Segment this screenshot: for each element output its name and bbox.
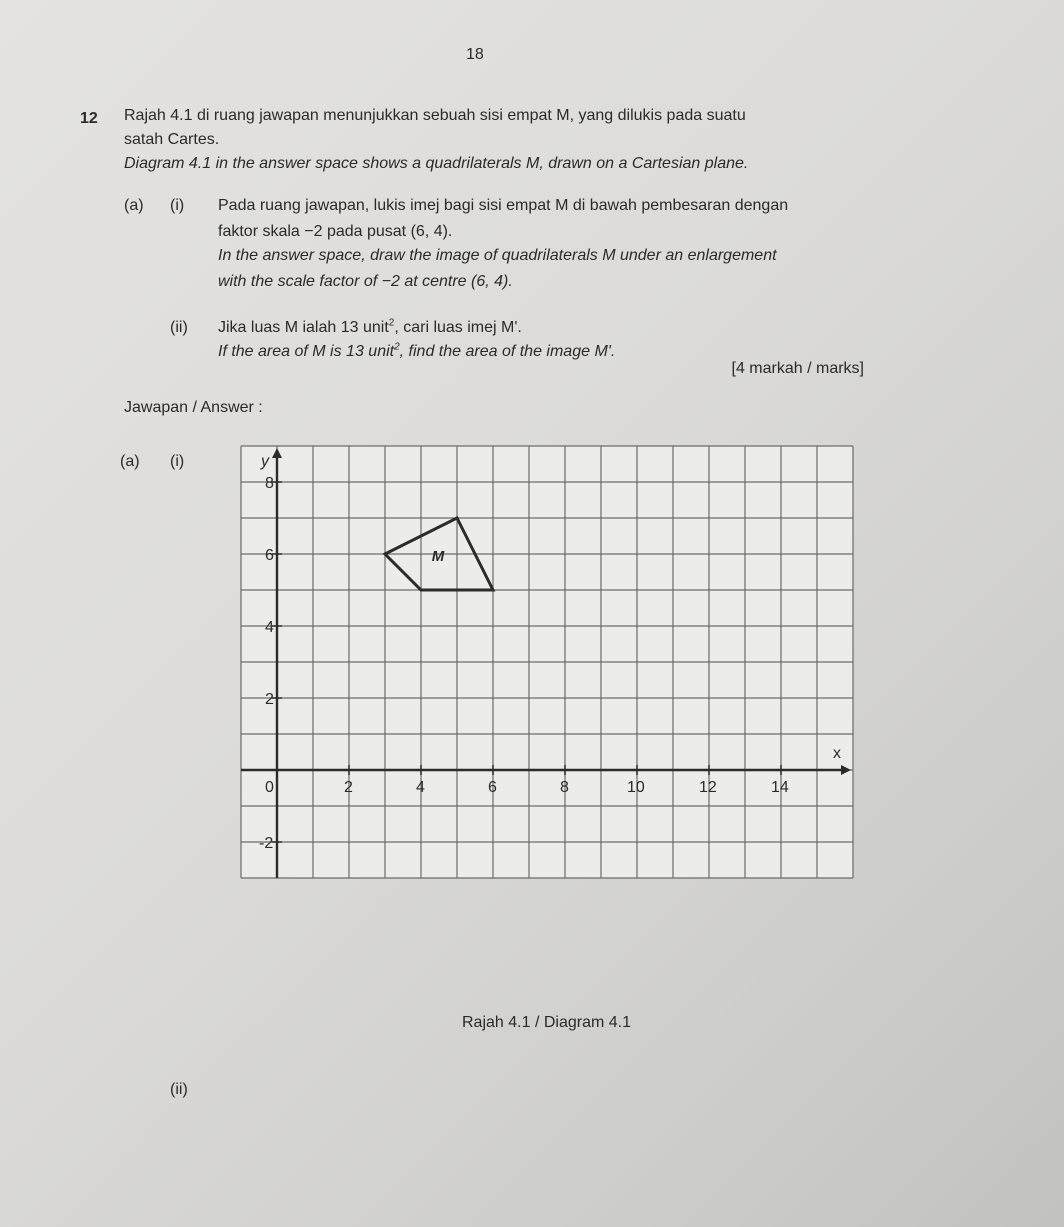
answer-i-label: (i) [170, 453, 185, 470]
part-ii-english-post: , find the area of the image M'. [399, 343, 616, 360]
x-axis-label: x [833, 745, 841, 762]
part-ii-label: (ii) [170, 319, 188, 336]
x-tick-label: 2 [344, 779, 353, 796]
part-ii-malay-post: , cari luas imej M'. [394, 319, 522, 336]
superscript: 2 [394, 341, 400, 353]
part-a-i-malay-line2: faktor skala −2 pada pusat (6, 4). [218, 223, 453, 240]
answer-heading: Jawapan / Answer : [124, 399, 263, 416]
part-ii-english-pre: If the area of M is 13 unit [218, 343, 395, 360]
question-english: Diagram 4.1 in the answer space shows a quadrilaterals M, drawn on a Cartesian plane. [124, 155, 749, 172]
x-tick-label: 8 [560, 779, 569, 796]
x-tick-label: 10 [627, 779, 645, 796]
answer-a-label: (a) [120, 453, 140, 470]
answer-ii-label: (ii) [170, 1081, 188, 1098]
x-tick-label: 0 [265, 779, 274, 796]
question-number: 12 [80, 110, 98, 127]
superscript: 2 [388, 317, 395, 329]
y-tick-label: 6 [265, 547, 274, 564]
graph-svg[interactable] [235, 440, 865, 980]
x-tick-label: 14 [771, 779, 789, 796]
part-a-i-english-line2: with the scale factor of −2 at centre (6, 4). [218, 273, 513, 290]
y-tick-label: 2 [265, 691, 274, 708]
y-tick-label: 4 [265, 619, 274, 636]
question-malay-line2: satah Cartes. [124, 131, 220, 148]
part-a-label: (a) [124, 197, 144, 214]
diagram-caption: Rajah 4.1 / Diagram 4.1 [462, 1014, 631, 1031]
marks: [4 markah / marks] [731, 360, 864, 377]
quadrilateral-m-label: M [431, 548, 445, 566]
part-a-i-malay-line1: Pada ruang jawapan, lukis imej bagi sisi empat M di bawah pembesaran dengan [218, 197, 789, 214]
page-number: 18 [466, 46, 484, 63]
y-tick-label: 8 [265, 475, 274, 492]
question-malay-line1: Rajah 4.1 di ruang jawapan menunjukkan sebuah sisi empat M, yang dilukis pada suatu [124, 107, 746, 124]
y-axis-label: y [261, 453, 269, 470]
part-ii-english [218, 342, 615, 362]
x-tick-label: 4 [416, 779, 425, 796]
x-tick-label: 12 [699, 779, 717, 796]
part-i-label: (i) [170, 197, 185, 214]
part-ii-malay [218, 318, 522, 338]
part-a-i-english-line1: In the answer space, draw the image of quadrilaterals M under an enlargement [218, 247, 777, 264]
part-ii-malay-pre: Jika luas M ialah 13 unit [218, 319, 389, 336]
cartesian-grid[interactable] [235, 440, 865, 980]
y-tick-label: -2 [259, 835, 274, 852]
x-tick-label: 6 [488, 779, 497, 796]
